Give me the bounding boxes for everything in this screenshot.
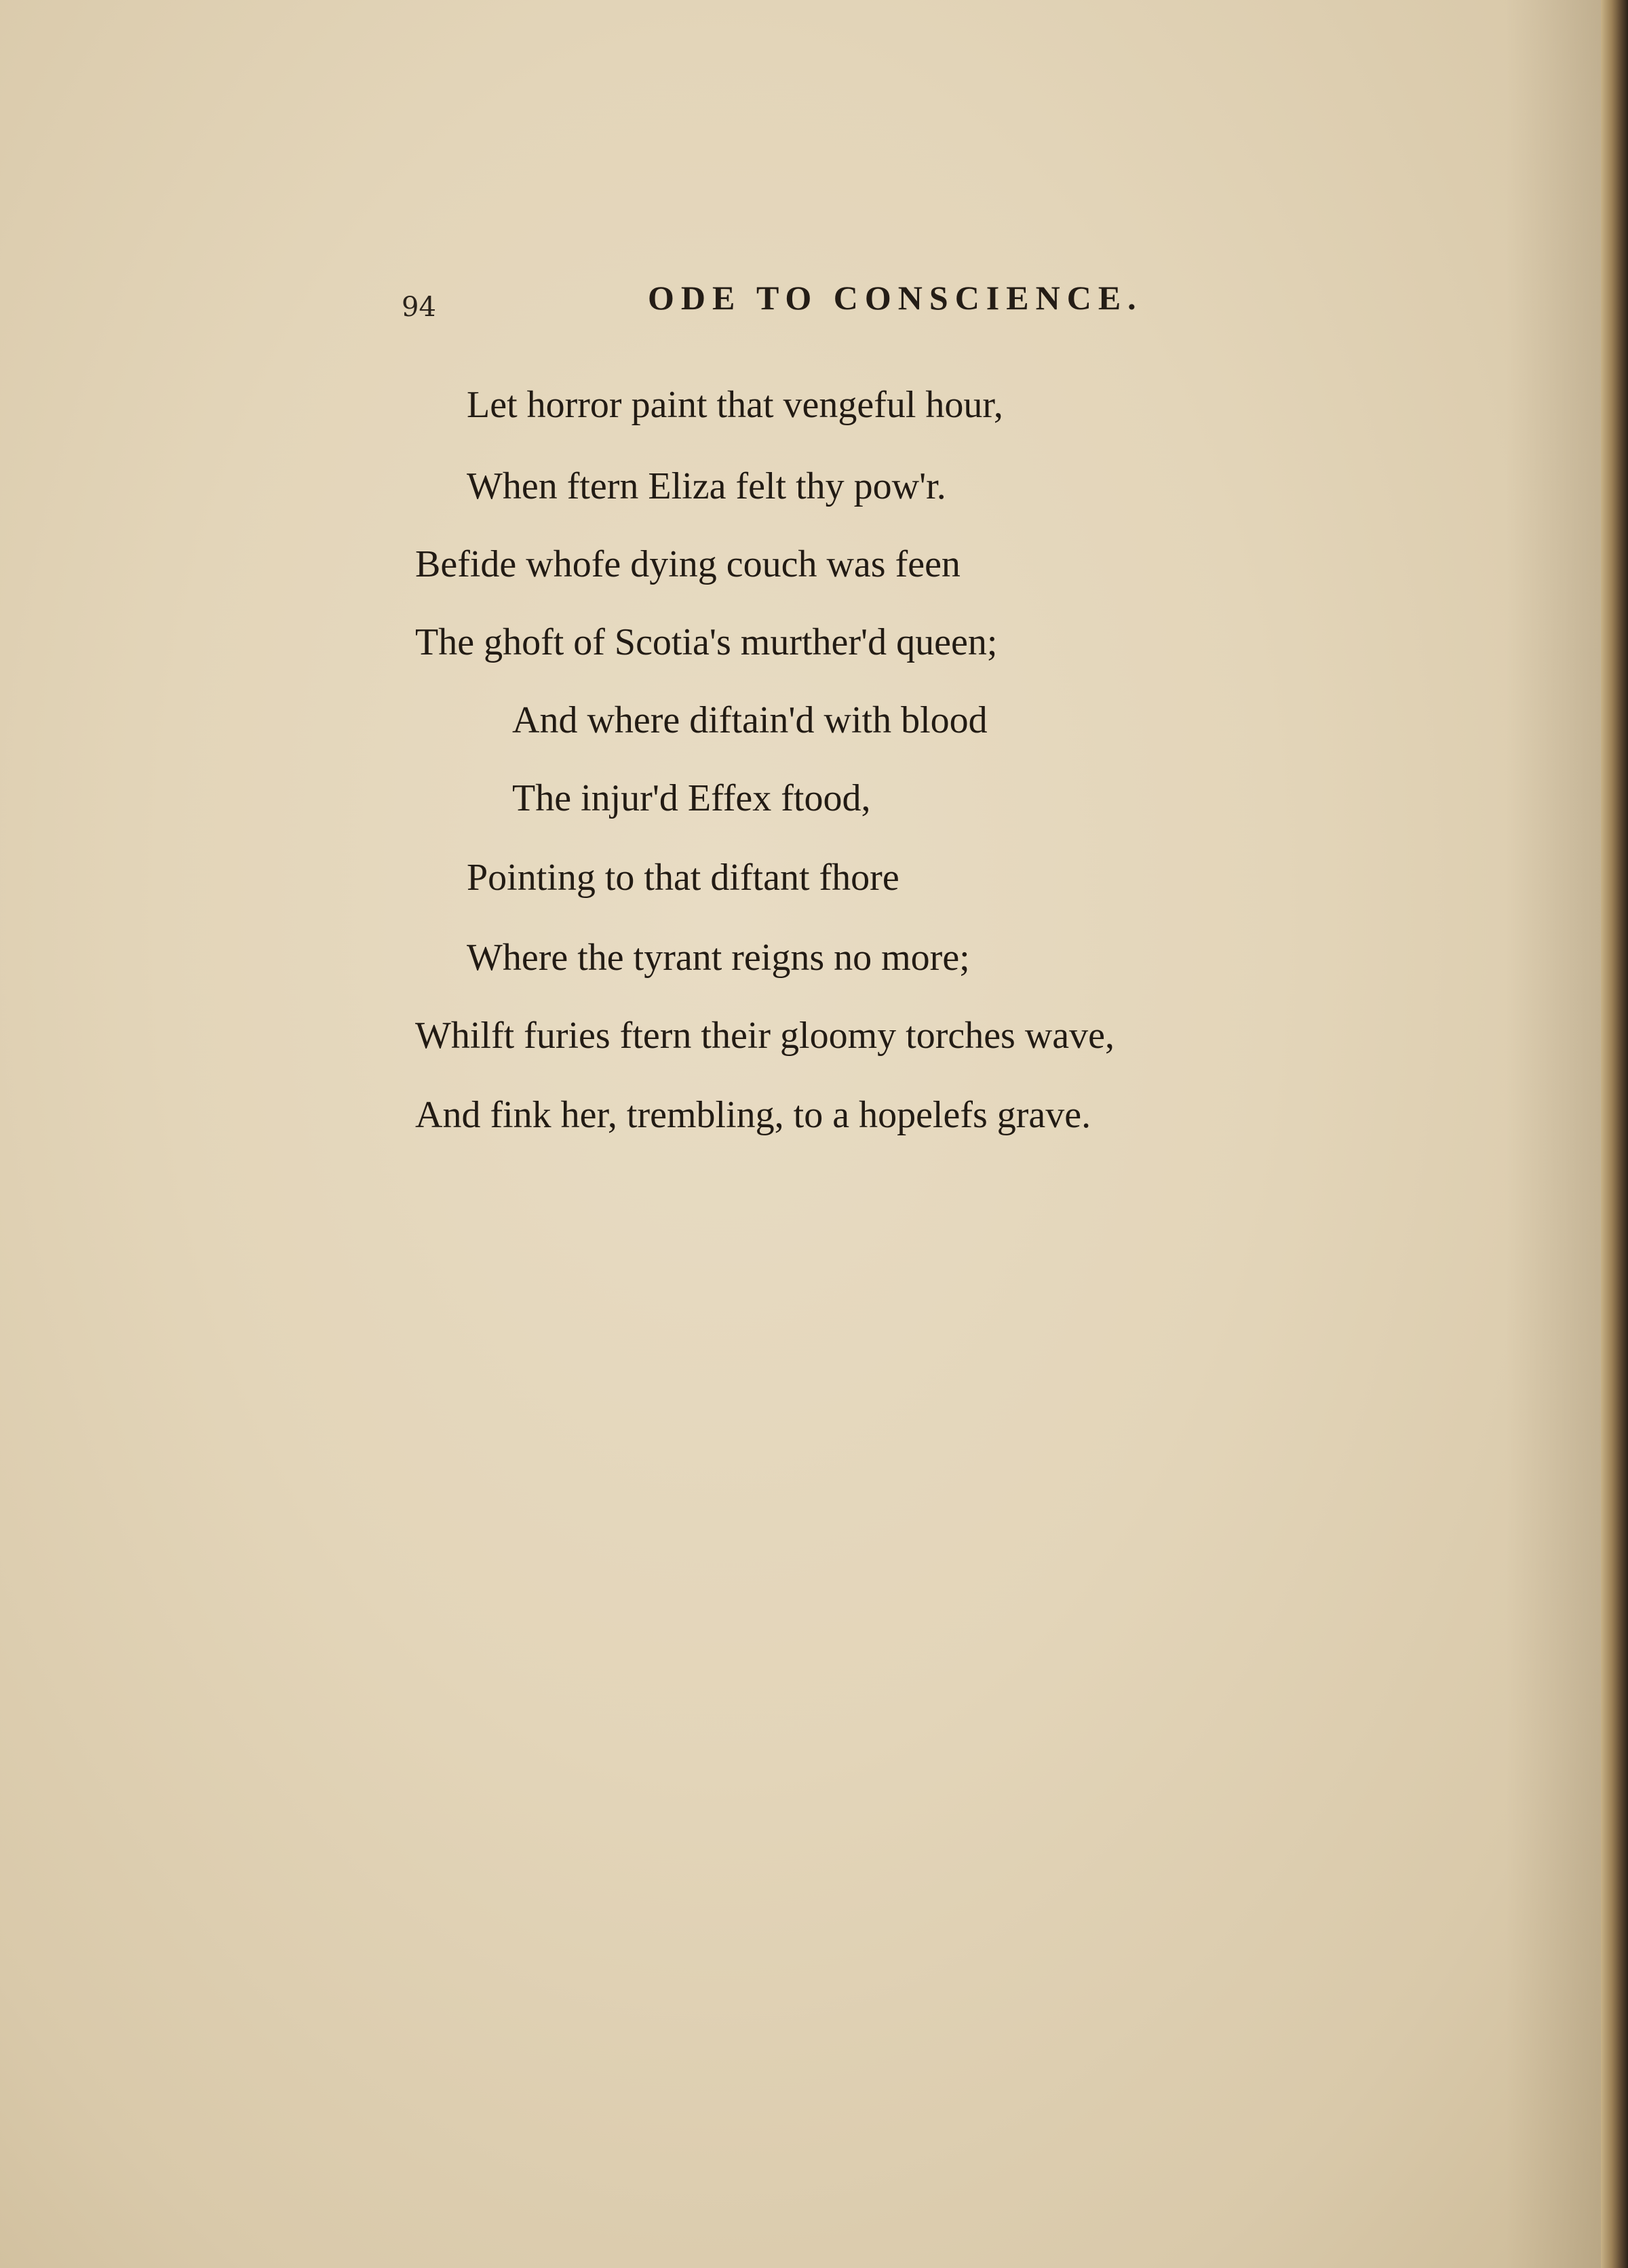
page-number: 94 (402, 292, 436, 323)
running-title: ODE TO CONSCIENCE. (648, 279, 1143, 317)
page-gutter-shadow (1506, 0, 1601, 2268)
poem-line: And fink her, trembling, to a hopelefs grave. (415, 1094, 1091, 1136)
poem-line: When ftern Eliza felt thy pow'r. (467, 465, 946, 507)
poem-line: Whilft furies ftern their gloomy torches wave, (415, 1015, 1115, 1057)
poem-line: And where diftain'd with blood (512, 699, 988, 741)
book-edge (1601, 0, 1628, 2268)
poem-line: The injur'd Effex ftood, (512, 777, 871, 819)
poem-line: Befide whofe dying couch was feen (415, 543, 961, 585)
poem-line: Pointing to that diftant fhore (467, 857, 899, 899)
poem-line: Let horror paint that vengeful hour, (467, 384, 1003, 426)
poem-line: Where the tyrant reigns no more; (467, 937, 970, 979)
poem-line: The ghoft of Scotia's murther'd queen; (415, 621, 998, 663)
